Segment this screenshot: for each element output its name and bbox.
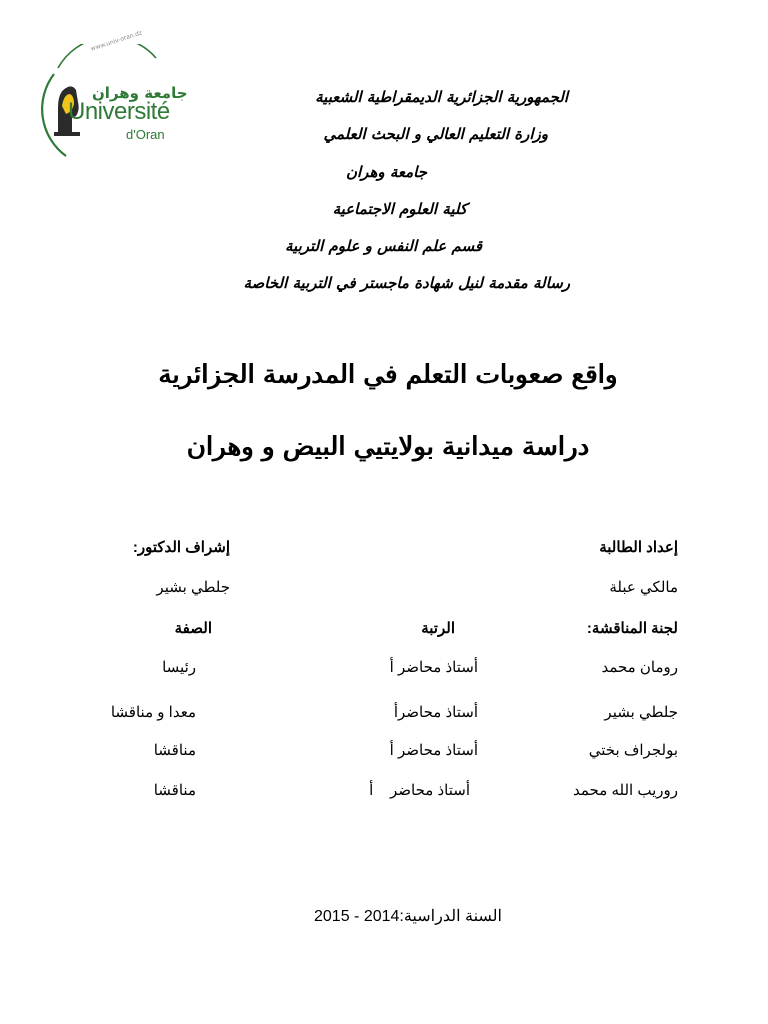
supervisor-name: جلطي بشير [156, 579, 230, 596]
academic-year: السنة الدراسية:2014 - 2015 [314, 908, 502, 925]
member-rank: أستاذ محاضرأ [393, 704, 478, 721]
role-column-header: الصفة [174, 620, 212, 637]
member-role: معدا و مناقشا [110, 704, 196, 721]
committee-label: لجنة المناقشة: [586, 620, 678, 637]
thesis-title: واقع صعوبات التعلم في المدرسة الجزائرية [158, 360, 618, 390]
logo-french-city: d'Oran [126, 127, 165, 142]
logo-arabic-name: جامعة وهران [92, 84, 188, 102]
logo-url-text: www.univ-oran.dz [90, 29, 144, 53]
prepared-by-label: إعداد الطالبة [599, 539, 678, 556]
supervisor-label: إشراف الدكتور: [132, 539, 230, 556]
header-ministry: وزارة التعليم العالي و البحث العلمي [323, 125, 548, 143]
member-role: مناقشا [153, 782, 196, 799]
logo-french-name: Université [68, 98, 170, 125]
university-logo [36, 29, 188, 168]
member-rank: أستاذ محاضر أ [369, 782, 470, 799]
student-name: مالكي عبلة [609, 579, 678, 596]
member-role: مناقشا [153, 742, 196, 759]
member-role: رئيسا [162, 659, 196, 676]
member-name: بولجراف بختي [588, 742, 678, 759]
header-faculty: كلية العلوم الاجتماعية [332, 200, 467, 218]
member-rank: أستاذ محاضر أ [389, 659, 478, 676]
member-name: جلطي بشير [604, 704, 678, 721]
header-republic: الجمهورية الجزائرية الديمقراطية الشعبية [315, 88, 568, 106]
member-name: روريب الله محمد [573, 782, 678, 799]
rank-column-header: الرتبة [421, 620, 455, 637]
header-department: قسم علم النفس و علوم التربية [285, 237, 482, 255]
thesis-subtitle: دراسة ميدانية بولايتيي البيض و وهران [186, 432, 590, 462]
header-thesis-purpose: رسالة مقدمة لنيل شهادة ماجستر في التربية الخاصة [243, 274, 570, 292]
member-rank: أستاذ محاضر أ [389, 742, 478, 759]
header-university: جامعة وهران [346, 163, 427, 181]
member-name: رومان محمد [601, 659, 678, 676]
